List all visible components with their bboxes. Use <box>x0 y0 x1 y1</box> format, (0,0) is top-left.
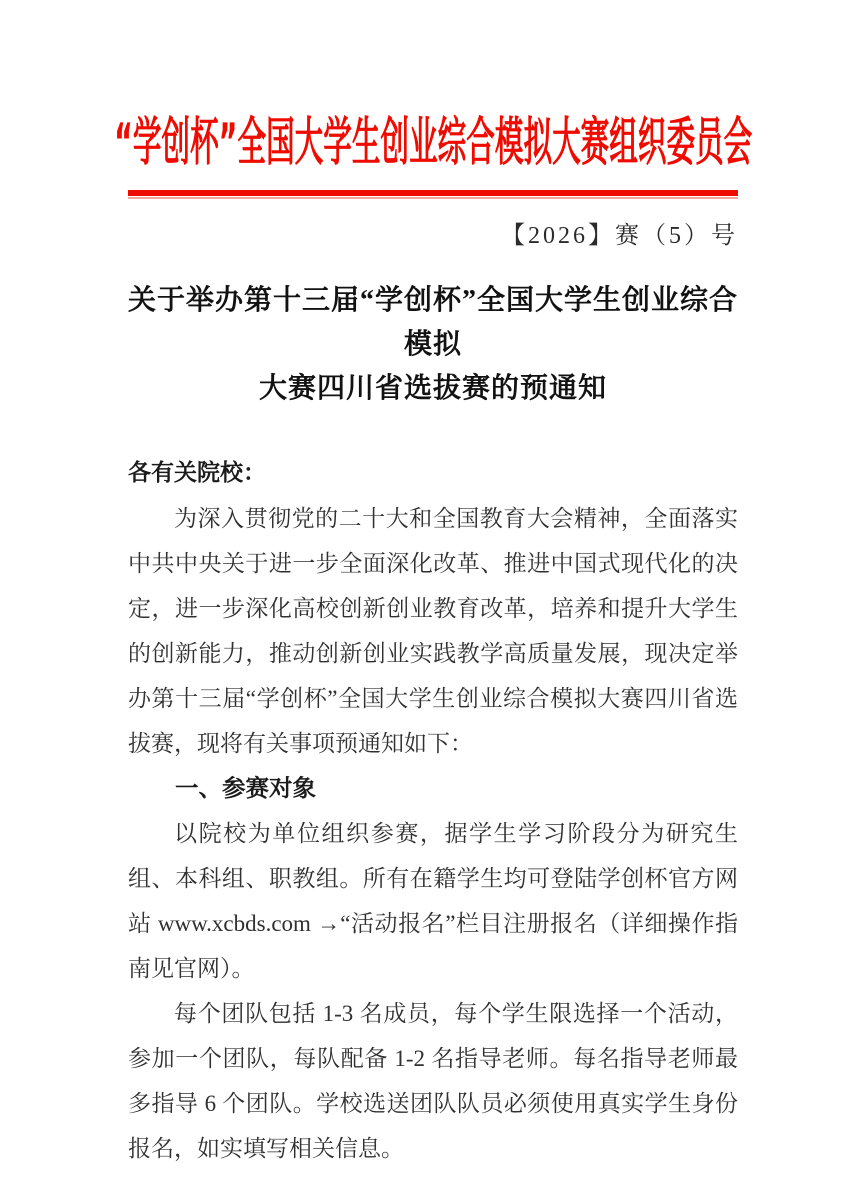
red-header <box>113 112 753 174</box>
document-title <box>128 279 738 411</box>
paragraph-team-rules: 每个团队包括 1-3 名成员，每个学生限选择一个活动，参加一个团队，每队配备 1-2 名指导老师。每名指导老师最多指导 6 个团队。学校选送团队队员必须使用真实学生身份报名，如实填写相关信息。 <box>128 1001 738 1161</box>
document-title-line2: 大赛四川省选拔赛的预通知 <box>258 373 607 404</box>
section-heading-participants: 一、参赛对象 <box>175 774 316 802</box>
paragraph-intro: 为深入贯彻党的二十大和全国教育大会精神，全面落实中共中央关于进一步全面深化改革、推进中国式现代化的决定，进一步深化高校创新创业教育改革，培养和提升大学生的创新能力，推动创新创业实践教学高质量发展，现决定举办第十三届“学创杯”全国大学生创业综合模拟大赛四川省选拔赛，现将有关事项预通知如下： <box>128 506 738 756</box>
document-title-line1: 关于举办第十三届“学创杯”全国大学生创业综合模拟 <box>128 285 739 360</box>
red-separator-line <box>128 190 738 199</box>
org-title: “学创杯”全国大学生创业综合模拟大赛组织委员会 <box>113 112 753 173</box>
salutation: 各有关院校： <box>128 460 266 486</box>
red-separator-thick <box>128 190 738 196</box>
paragraph-registration: 以院校为单位组织参赛，据学生学习阶段分为研究生组、本科组、职教组。所有在籍学生均可登陆学创杯官方网站 www.xcbds.com →“活动报名”栏目注册报名（详细操作指南见官网）。 <box>128 821 738 981</box>
red-separator-thin <box>128 197 738 199</box>
document-body <box>128 451 738 1171</box>
doc-number: 【2026】赛（5）号 <box>501 223 738 249</box>
